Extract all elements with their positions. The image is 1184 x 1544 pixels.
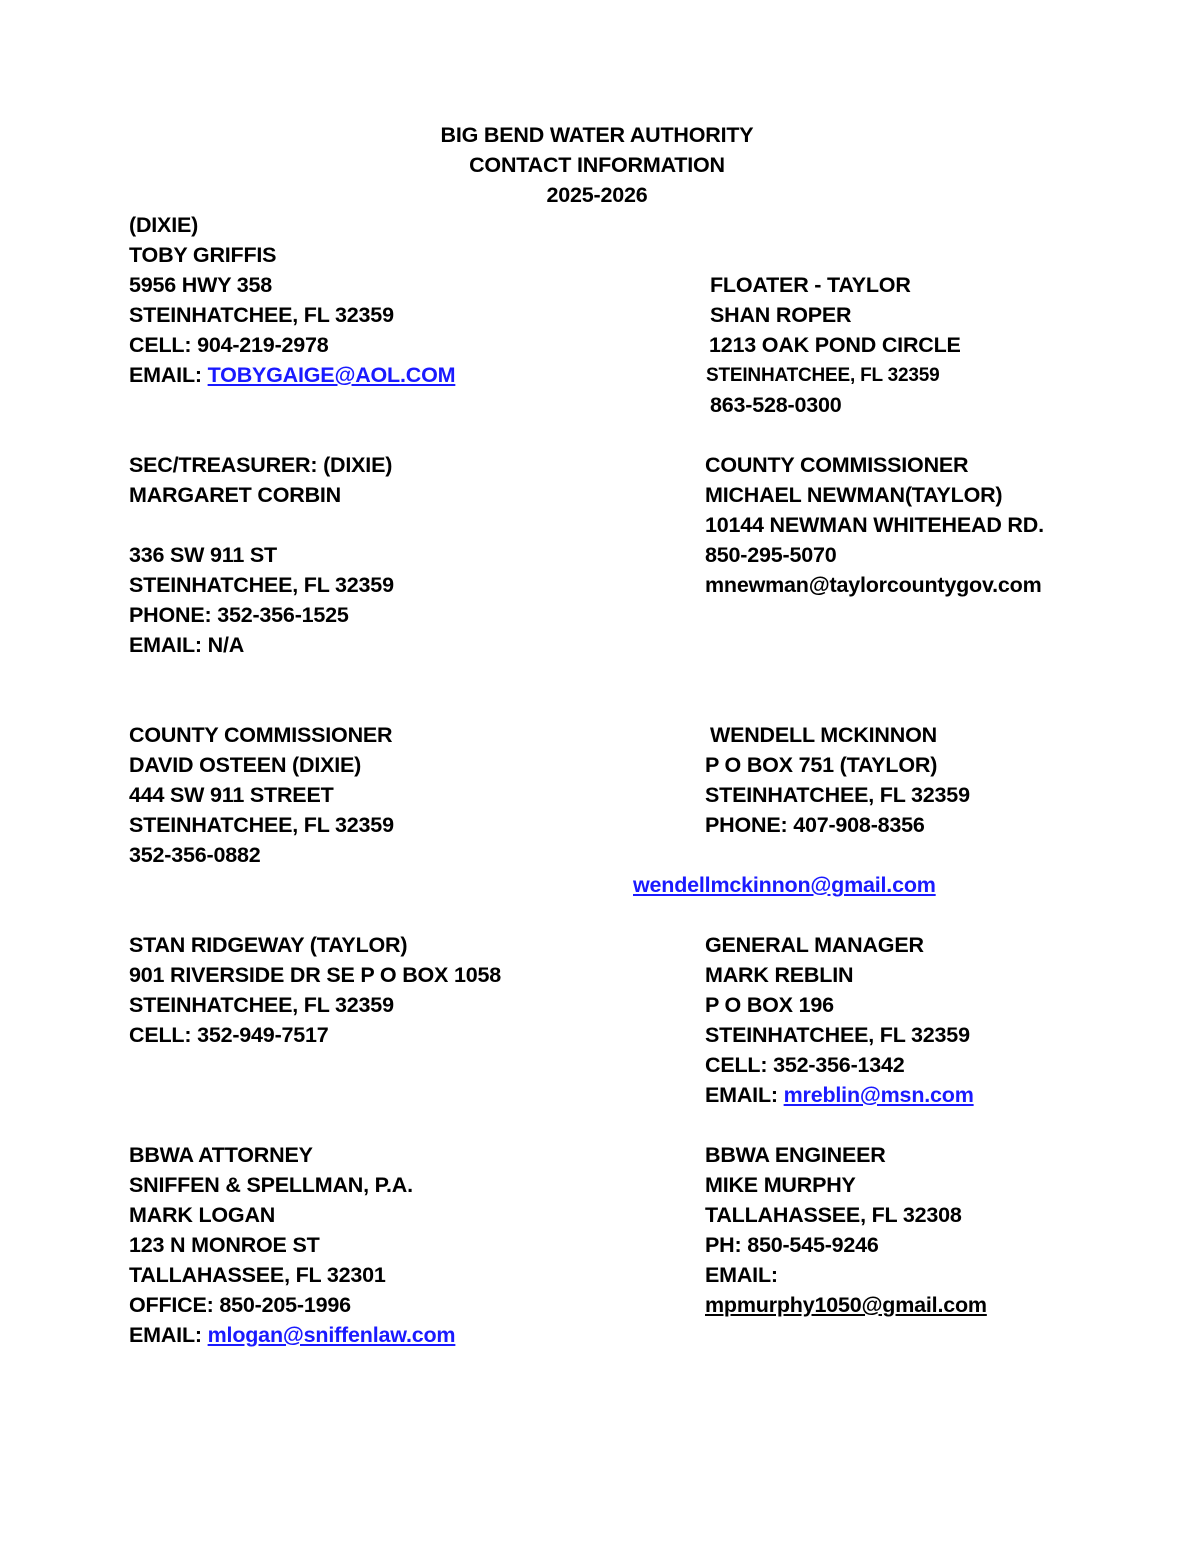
manager-name: MARK REBLIN: [705, 963, 854, 987]
wendell-address: P O BOX 751 (TAYLOR): [705, 753, 938, 777]
engineer-city: TALLAHASSEE, FL 32308: [705, 1203, 962, 1227]
attorney-title: BBWA ATTORNEY: [129, 1143, 313, 1167]
toby-email-line: [129, 360, 455, 390]
toby-region: (DIXIE): [129, 213, 199, 237]
wendell-phone: PHONE: 407-908-8356: [705, 813, 925, 837]
michael-address: 10144 NEWMAN WHITEHEAD RD.: [705, 513, 1044, 537]
michael-phone: 850-295-5070: [705, 543, 837, 567]
engineer-name: MIKE MURPHY: [705, 1173, 856, 1197]
manager-address: P O BOX 196: [705, 993, 834, 1017]
david-title: COUNTY COMMISSIONER: [129, 723, 393, 747]
stan-city: STEINHATCHEE, FL 32359: [129, 993, 394, 1017]
manager-email-line: [705, 1080, 974, 1110]
wendell-email-line: [633, 870, 936, 900]
shan-name: SHAN ROPER: [710, 303, 852, 327]
wendell-email-link[interactable]: wendellmckinnon@gmail.com: [633, 873, 936, 897]
engineer-phone: PH: 850-545-9246: [705, 1233, 879, 1257]
toby-city: STEINHATCHEE, FL 32359: [129, 303, 394, 327]
attorney-email-link[interactable]: mlogan@sniffenlaw.com: [207, 1323, 456, 1347]
margaret-address: 336 SW 911 ST: [129, 543, 277, 567]
david-address: 444 SW 911 STREET: [129, 783, 334, 807]
margaret-phone: PHONE: 352-356-1525: [129, 603, 349, 627]
stan-name: STAN RIDGEWAY (TAYLOR): [129, 933, 408, 957]
attorney-address: 123 N MONROE ST: [129, 1233, 320, 1257]
margaret-title: SEC/TREASURER: (DIXIE): [129, 453, 393, 477]
david-phone: 352-356-0882: [129, 843, 261, 867]
toby-address: 5956 HWY 358: [129, 273, 273, 297]
toby-email-link[interactable]: TOBYGAIGE@AOL.COM: [207, 363, 456, 387]
michael-title: COUNTY COMMISSIONER: [705, 453, 969, 477]
engineer-email-label: EMAIL:: [705, 1263, 778, 1287]
attorney-name: MARK LOGAN: [129, 1203, 276, 1227]
shan-city: STEINHATCHEE, FL 32359: [706, 365, 940, 386]
wendell-city: STEINHATCHEE, FL 32359: [705, 783, 970, 807]
stan-address: 901 RIVERSIDE DR SE P O BOX 1058: [129, 963, 502, 987]
toby-cell: CELL: 904-219-2978: [129, 333, 329, 357]
doc-subtitle: CONTACT INFORMATION: [469, 153, 725, 177]
david-city: STEINHATCHEE, FL 32359: [129, 813, 394, 837]
manager-cell: CELL: 352-356-1342: [705, 1053, 905, 1077]
manager-email-link[interactable]: mreblin@msn.com: [783, 1083, 974, 1107]
toby-email-label: EMAIL:: [129, 363, 208, 387]
shan-address: 1213 OAK POND CIRCLE: [709, 333, 961, 357]
stan-cell: CELL: 352-949-7517: [129, 1023, 329, 1047]
engineer-email-link[interactable]: mpmurphy1050@gmail.com: [705, 1293, 987, 1317]
margaret-email: EMAIL: N/A: [129, 633, 245, 657]
attorney-email-line: [129, 1320, 455, 1350]
margaret-name: MARGARET CORBIN: [129, 483, 341, 507]
engineer-title: BBWA ENGINEER: [705, 1143, 886, 1167]
attorney-office: OFFICE: 850-205-1996: [129, 1293, 351, 1317]
engineer-email-line: [705, 1290, 987, 1320]
margaret-city: STEINHATCHEE, FL 32359: [129, 573, 394, 597]
michael-email: mnewman@taylorcountygov.com: [705, 573, 1042, 597]
shan-phone: 863-528-0300: [710, 393, 842, 417]
manager-city: STEINHATCHEE, FL 32359: [705, 1023, 970, 1047]
attorney-email-label: EMAIL:: [129, 1323, 208, 1347]
doc-year: 2025-2026: [546, 183, 648, 207]
attorney-city: TALLAHASSEE, FL 32301: [129, 1263, 386, 1287]
shan-title: FLOATER - TAYLOR: [710, 273, 911, 297]
wendell-name: WENDELL MCKINNON: [710, 723, 937, 747]
michael-name: MICHAEL NEWMAN(TAYLOR): [705, 483, 1003, 507]
david-name: DAVID OSTEEN (DIXIE): [129, 753, 362, 777]
toby-name: TOBY GRIFFIS: [129, 243, 277, 267]
attorney-firm: SNIFFEN & SPELLMAN, P.A.: [129, 1173, 413, 1197]
manager-email-label: EMAIL:: [705, 1083, 784, 1107]
doc-title: BIG BEND WATER AUTHORITY: [440, 123, 754, 147]
manager-title: GENERAL MANAGER: [705, 933, 924, 957]
